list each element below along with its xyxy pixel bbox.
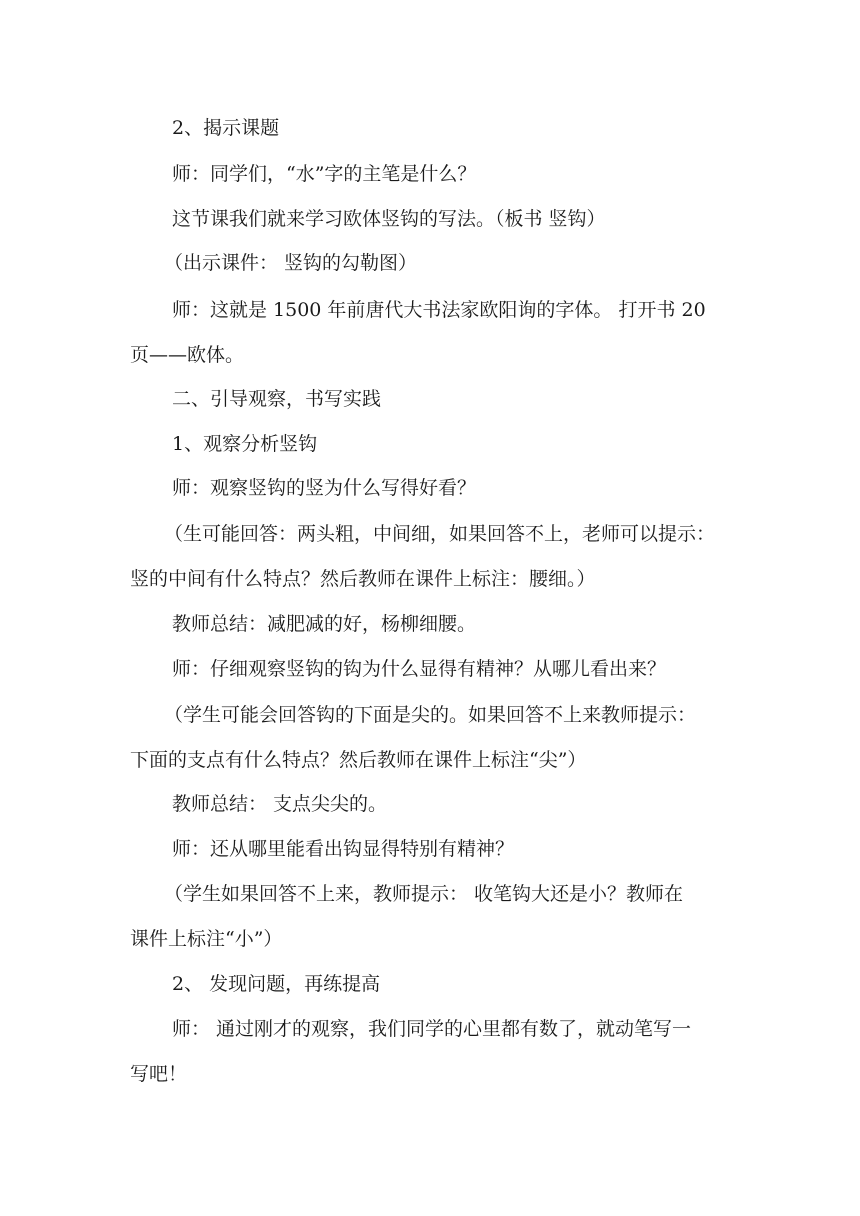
- line: （学生如果回答不上来，教师提示： 收笔钩大还是小？教师在: [164, 883, 684, 905]
- line: 写吧！: [130, 1063, 188, 1085]
- paragraph-student-answer-waist: [130, 521, 732, 592]
- paragraph-teacher-summary-waist: [130, 611, 732, 637]
- line: 师：同学们，“水”字的主笔是什么？: [172, 163, 477, 185]
- line: 师：观察竖钩的竖为什么写得好看？: [172, 477, 477, 499]
- line: 教师总结： 支点尖尖的。: [172, 793, 388, 815]
- paragraph-ouyang-xun: [130, 297, 732, 368]
- line: 2、 发现问题，再练提高: [172, 973, 381, 995]
- line: 师：仔细观察竖钩的钩为什么显得有精神？从哪儿看出来？: [172, 658, 667, 680]
- line: 课件上标注“小”）: [130, 928, 283, 950]
- paragraph-teacher-question-vertical: [130, 475, 732, 501]
- line: （生可能回答：两头粗，中间细，如果回答不上，老师可以提示：: [164, 523, 716, 545]
- line: 竖的中间有什么特点？然后教师在课件上标注：腰细。）: [130, 568, 596, 590]
- paragraph-teacher-question-main-stroke: [130, 161, 732, 187]
- line: 1、观察分析竖钩: [172, 433, 318, 455]
- paragraph-teacher-question-hook: [130, 656, 732, 682]
- paragraph-teacher-write: [130, 1016, 732, 1087]
- line: （学生可能会回答钩的下面是尖的。如果回答不上来教师提示：: [164, 704, 697, 726]
- paragraph-lesson-intro: [130, 206, 732, 232]
- paragraph-teacher-question-spirit: [130, 836, 732, 862]
- paragraph-teacher-summary-tip: [130, 791, 732, 817]
- line: 2、揭示课题: [172, 117, 280, 139]
- paragraph-reveal-topic: [130, 115, 732, 141]
- line: 师：还从哪里能看出钩显得特别有精神？: [172, 838, 515, 860]
- line: 师：这就是 1500 年前唐代大书法家欧阳询的字体。 打开书 20: [172, 299, 706, 321]
- subheading-analyze-vertical-hook: [130, 431, 732, 457]
- line: 师： 通过刚才的观察，我们同学的心里都有数了，就动笔写一: [172, 1018, 692, 1040]
- line: 教师总结：减肥减的好，杨柳细腰。: [172, 613, 477, 635]
- paragraph-student-answer-small: [130, 881, 732, 952]
- subheading-find-problems: [130, 971, 732, 997]
- line: 下面的支点有什么特点？然后教师在课件上标注“尖”）: [130, 749, 587, 771]
- line: 页——欧体。: [130, 344, 245, 366]
- section-heading-guided-observation: [130, 386, 732, 412]
- line: 二、引导观察，书写实践: [172, 388, 382, 410]
- line: 这节课我们就来学习欧体竖钩的写法。（板书 竖钩）: [172, 208, 606, 230]
- paragraph-student-answer-tip: [130, 702, 732, 773]
- paragraph-show-courseware: [130, 250, 732, 276]
- line: （出示课件： 竖钩的勾勒图）: [164, 252, 418, 274]
